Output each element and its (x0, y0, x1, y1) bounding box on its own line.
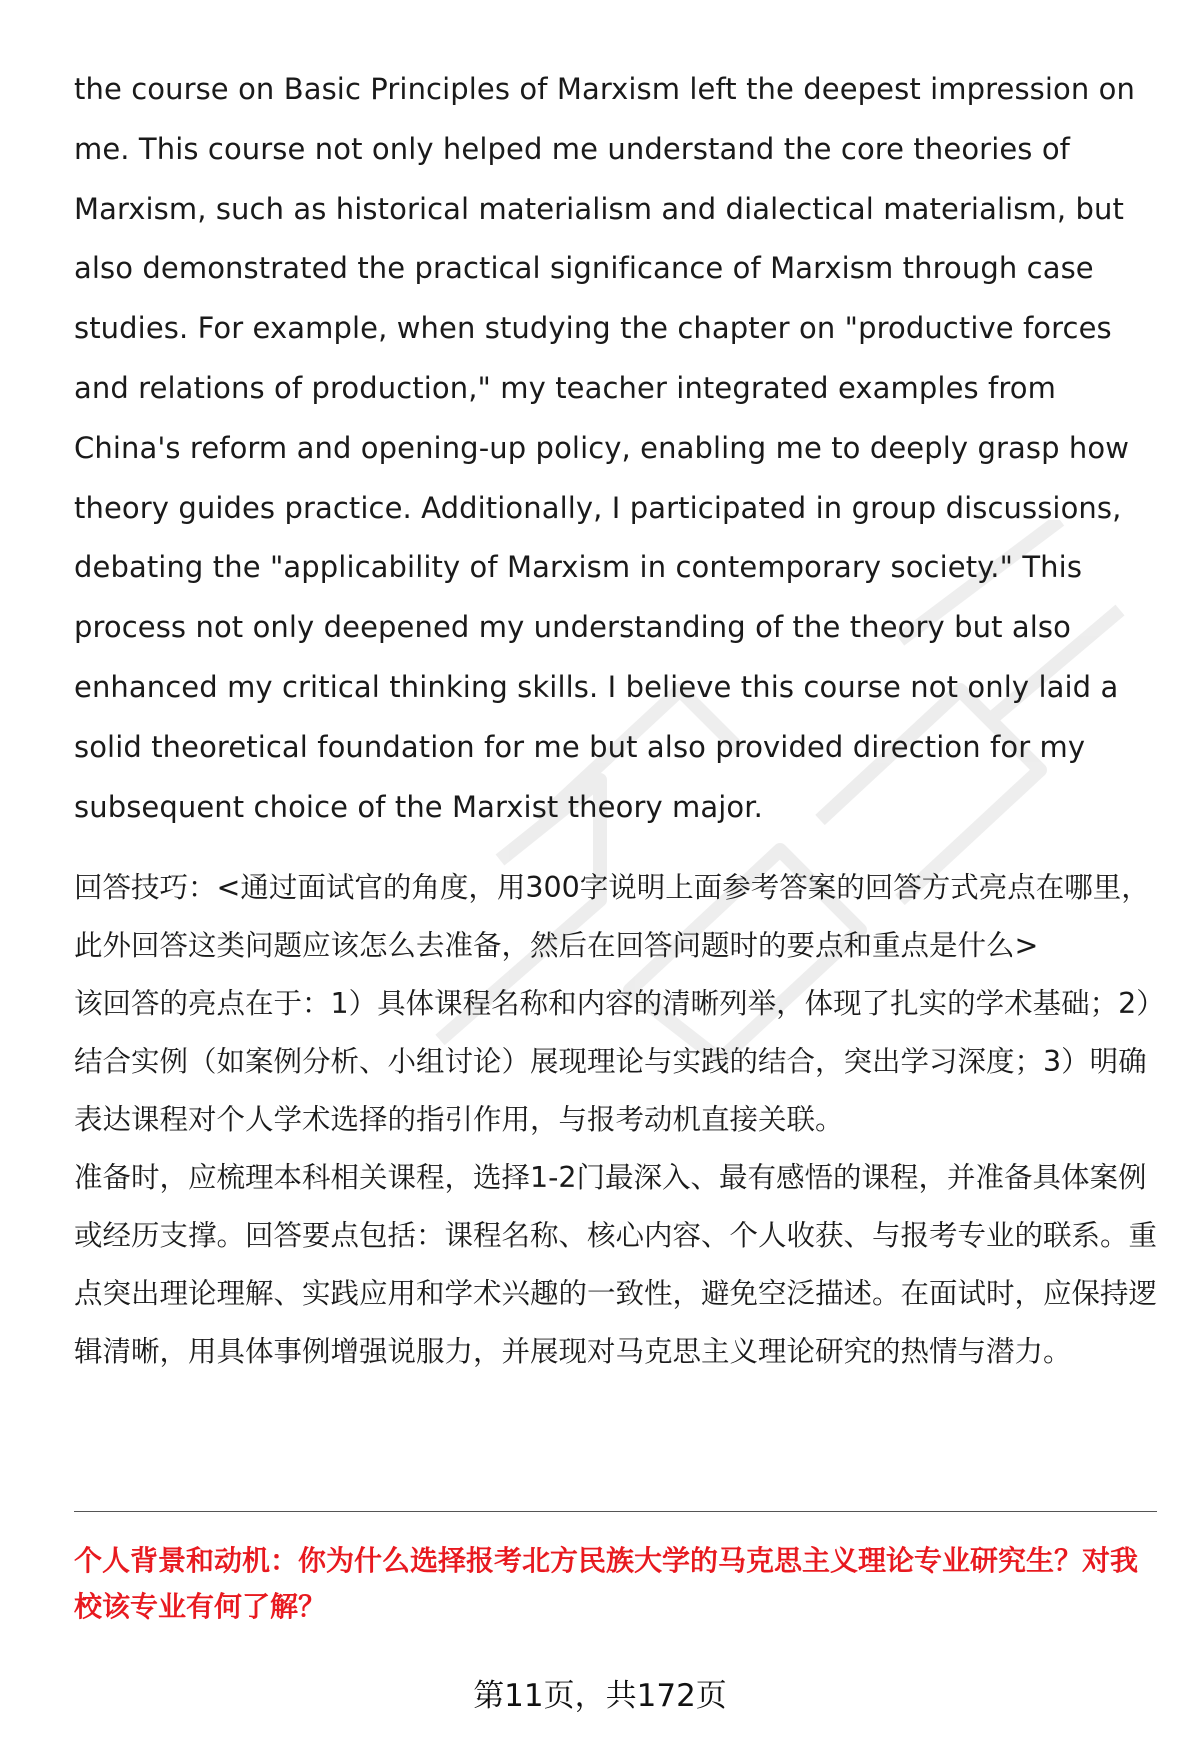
answer-paragraph: the course on Basic Principles of Marxism left the deepest impression on me. This course not only helped me understand the core theories of Marxism, such as historical materialism and dialectical materialism, but also demonstrated the practical significance of Marxism through case studies. For example, when studying the chapter on "productive forces and relations of production," my teacher integrated examples from China's reform and opening-up policy, enabling me to deeply grasp how theory guides practice. Additionally, I participated in group discussions, debating the "applicability of Marxism in contemporary society." This process not only deepened my understanding of the theory but also enhanced my critical thinking skills. I believe this course not only laid a solid theoretical foundation for me but also provided direction for my subsequent choice of the Marxist theory major. (74, 72, 1135, 824)
page-indicator: 第11页，共172页 (473, 1678, 727, 1714)
tips-preparation: 准备时，应梳理本科相关课程，选择1-2门最深入、最有感悟的课程，并准备具体案例或经历支撑。回答要点包括：课程名称、核心内容、个人收获、与报考专业的联系。重点突出理论理解、实践应用和学术兴趣的一致性，避免空泛描述。在面试时，应保持逻辑清晰，用具体事例增强说服力，并展现对马克思主义理论研究的热情与潜力。 (74, 1161, 1158, 1369)
answer-tips (74, 859, 1159, 1381)
tips-prompt: 回答技巧：<通过面试官的角度，用300字说明上面参考答案的回答方式亮点在哪里，此外回答这类问题应该怎么去准备，然后在回答问题时的要点和重点是什么> (74, 871, 1150, 963)
page-content (74, 60, 1159, 1381)
section-divider (74, 1511, 1157, 1512)
next-question-heading: 个人背景和动机：你为什么选择报考北方民族大学的马克思主义理论专业研究生？对我校该专业有何了解？ (74, 1544, 1139, 1623)
tips-highlights: 该回答的亮点在于：1）具体课程名称和内容的清晰列举，体现了扎实的学术基础；2）结合实例（如案例分析、小组讨论）展现理论与实践的结合，突出学习深度；3）明确表达课程对个人学术选择的指引作用，与报考动机直接关联。 (74, 987, 1151, 1137)
